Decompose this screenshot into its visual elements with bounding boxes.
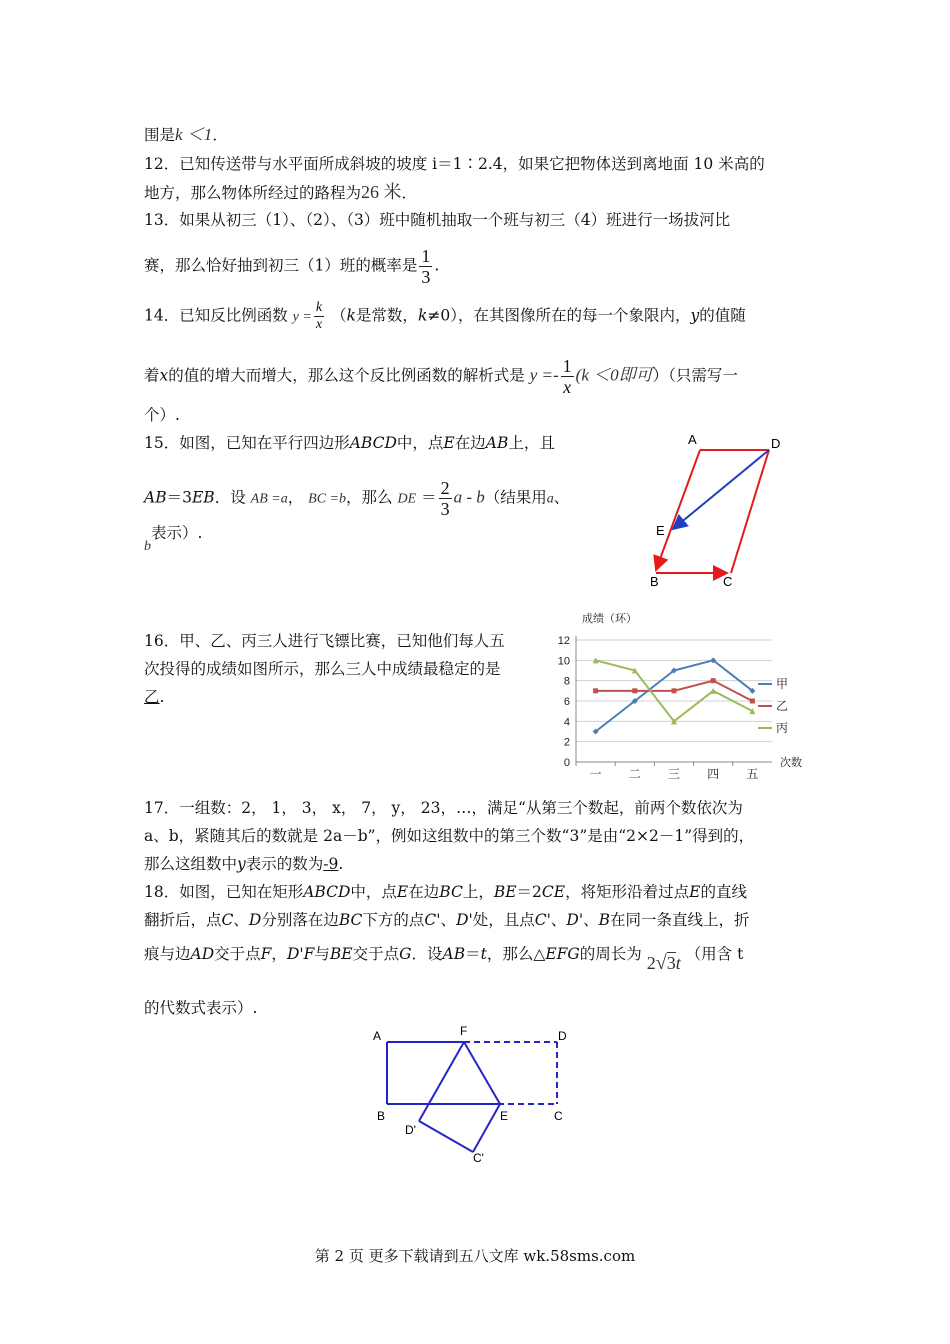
q18-cp: C' [424, 911, 441, 929]
q17-line1: 17．一组数：2， 1， 3， x， 7， y， 23，…，满足“从第三个数起，前两个数依次为 [144, 799, 743, 817]
q18-l2a: 翻折后，点 [144, 911, 222, 929]
q18-g: G [399, 945, 412, 963]
q18-t: t [480, 945, 487, 963]
q13-line2 [144, 246, 439, 287]
q18-l2f: 处，且点 [472, 911, 535, 929]
q15-ab: AB [485, 434, 509, 452]
q18-l1c: 在边 [408, 883, 440, 901]
legend-label-2: 乙 [776, 699, 789, 713]
label-c: C [723, 574, 733, 589]
q18-c: C [221, 911, 234, 929]
q13-text: 赛，那么恰好抽到初三（1）班的概率是 [144, 256, 418, 275]
q12-line1: 12．已知传送带与水平面所成斜坡的坡度 i＝1∶2.4，如果它把物体送到离地面 10 米高的 [144, 155, 765, 173]
q18-ans-rad: 3 [666, 953, 676, 973]
q14-y: y [690, 306, 700, 325]
q14-text-b: （ [331, 306, 347, 325]
y-tick-8: 8 [563, 675, 570, 688]
x-tick-4: 四 [707, 767, 720, 781]
q11-text: 围是 [144, 126, 176, 144]
q14-text-d: ≠0），在其图像所在的每一个象限内， [427, 306, 691, 325]
q15-l3: 表示）. [151, 524, 203, 542]
q18-l1a: 18．如图，已知在矩形 [144, 883, 304, 901]
q12-end: ． [401, 184, 418, 202]
label-e: E [656, 523, 665, 538]
q18-be: BE [493, 883, 517, 901]
vector-de [673, 450, 769, 529]
q15-vec-ab: AB =a [250, 491, 288, 507]
q15-l1b: 中，点 [396, 434, 444, 452]
q15-vec-bc: BC =b [308, 491, 346, 507]
q18-answer [647, 953, 681, 973]
label-c: C [554, 1109, 563, 1123]
q15-l2a: AB [144, 488, 167, 507]
q18-l3e: 交于点 [352, 945, 400, 963]
x-tick-1: 一 [589, 767, 602, 781]
q14-line2 [144, 356, 738, 397]
q18-l3j: （用含 t [685, 945, 744, 963]
q17-line3 [144, 853, 343, 875]
q14-func-den: x [315, 317, 323, 332]
edge-dc [731, 450, 769, 573]
q18-l1g: 的直线 [700, 883, 747, 901]
crease-fe [464, 1042, 500, 1104]
q18-dpf: D'F [286, 945, 315, 963]
label-f: F [460, 1024, 468, 1038]
label-b: B [650, 574, 659, 589]
q15-l2b: ＝3 [166, 488, 192, 507]
q13-ans-num: 1 [421, 246, 431, 266]
chart-xlabel: 次数 [780, 757, 802, 769]
chart-ylabel: 成绩（环） [582, 613, 637, 625]
point-2-2 [632, 688, 637, 693]
edge-cprime-e [473, 1104, 500, 1152]
q18-b: B [598, 911, 611, 929]
q14-text-e: 的值随 [699, 306, 746, 325]
q14-k2: k [417, 306, 428, 325]
q13-line1: 13．如果从初三（1）、（2）、（3）班中随机抽取一个班与初三（4）班进行一场拔河比 [144, 211, 731, 229]
q15-ans-den: 3 [440, 499, 450, 519]
q16-line3 [144, 686, 164, 708]
q18-e: E [396, 883, 409, 901]
q18-efg: EFG [545, 945, 580, 963]
q12-line2 [144, 181, 417, 204]
q14-func-y: y = [292, 309, 312, 325]
q18-l1e: ＝2 [516, 883, 542, 901]
q18-ans-var: t [675, 953, 681, 973]
q17-y: y [237, 855, 246, 873]
legend-label-3: 丙 [776, 721, 789, 735]
label-b: B [377, 1109, 386, 1123]
q15-vb: b [144, 539, 151, 554]
legend-label-1: 甲 [776, 677, 789, 691]
q18-l1f: ，将矩形沿着过点 [565, 883, 690, 901]
x-tick-3: 三 [667, 767, 681, 781]
q18-ans-coef: 2 [646, 953, 656, 973]
q18-l2h: 、 [583, 911, 599, 929]
y-tick-12: 12 [557, 635, 570, 647]
q18-bc2: BC [338, 911, 363, 929]
q15-l2g: 、 [553, 488, 570, 507]
q15-line2 [144, 478, 569, 519]
q15-e: E [443, 434, 455, 452]
x-tick-2: 二 [628, 767, 641, 781]
q18-l2d: 下方的点 [362, 911, 425, 929]
q18-l2i: 在同一条直线上，折 [610, 911, 750, 929]
q18-l3b: 交于点 [214, 945, 261, 963]
q14-k1: k [346, 306, 356, 325]
label-d: D [558, 1029, 567, 1043]
q17-l3b: 表示的数为 [245, 855, 324, 873]
q17-line2: a、b，紧随其后的数就是 2a－b”，例如这组数中的第三个数“3”是由“2×2－1”得到的， [144, 827, 755, 845]
q18-line3 [144, 942, 744, 974]
q18-ad: AD [190, 945, 215, 963]
q15-ans-fraction [439, 478, 452, 519]
q14-ans-fraction [561, 356, 574, 397]
q16-line1: 16．甲、乙、丙三人进行飞镖比赛，已知他们每人五 [144, 632, 505, 650]
y-tick-6: 6 [563, 696, 570, 708]
q18-ce: CE [541, 883, 566, 901]
q15-line3 [144, 522, 203, 554]
y-tick-4: 4 [563, 716, 570, 729]
label-a: A [688, 432, 697, 447]
q18-l2g: 、 [550, 911, 567, 929]
q12-answer: 26 米 [361, 182, 402, 202]
q18-l3h: ，那么△ [486, 945, 546, 963]
vector-ab [656, 450, 700, 570]
q17-answer: -9 [323, 855, 339, 873]
label-d-prime: D' [405, 1123, 416, 1137]
point-2-1 [593, 688, 598, 693]
q14-text-c: 是常数， [355, 306, 418, 325]
page-footer: 第 2 页 更多下载请到五八文库 wk.58sms.com [314, 1247, 636, 1265]
q14-func-fraction [314, 300, 324, 333]
q15-abcd: ABCD [349, 434, 397, 452]
q18-l3g: ＝ [465, 945, 481, 963]
q18-e2: E [689, 883, 701, 901]
x-tick-5: 五 [746, 767, 759, 781]
point-2-5 [750, 699, 755, 704]
q16-line2: 次投得的成绩如图所示，那么三人中成绩最稳定的是 [144, 660, 501, 678]
q18-l2b: 、 [233, 911, 249, 929]
q15-l1c: 在边 [454, 434, 486, 452]
q13-ans-den: 3 [421, 267, 431, 287]
q14-line1 [144, 300, 746, 333]
q18-line2 [144, 909, 750, 931]
q14-x: x [159, 366, 169, 385]
q14-ans-pre: y =- [529, 365, 559, 385]
q11-line [144, 124, 228, 146]
q15-l2d: ．设 [214, 488, 246, 507]
q15-l1a: 15．如图，已知在平行四边形 [144, 434, 350, 452]
q18-l1d: 上， [462, 883, 494, 901]
edge-dprime-cprime [419, 1121, 473, 1152]
sqrt-sign: √ [655, 952, 667, 974]
q18-dp: D' [456, 911, 473, 929]
parallelogram-figure [645, 428, 795, 598]
q18-l3f: ．设 [411, 945, 443, 963]
q14-ans-den: x [563, 377, 572, 397]
q16-end: . [159, 688, 165, 706]
q18-l1b: 中，点 [350, 883, 397, 901]
q14-text-a: 14．已知反比例函数 [144, 306, 288, 325]
score-line-chart [550, 606, 810, 784]
q18-cp2: C' [534, 911, 551, 929]
q15-l2e: ，那么 [346, 488, 393, 507]
point-2-3 [672, 688, 677, 693]
edge-fd-prime [419, 1042, 464, 1121]
q15-eq: ＝ [421, 488, 437, 507]
q18-ab: AB [442, 945, 466, 963]
q15-line1 [144, 432, 555, 454]
q14-ans-post: (k ＜0即可 [575, 365, 653, 385]
q17-end: . [338, 855, 344, 873]
q18-dp2: D' [566, 911, 584, 929]
q14-ans-num: 1 [562, 356, 572, 376]
q15-ans-post: a - b [453, 487, 485, 507]
q18-f: F [260, 945, 272, 963]
folded-rectangle-figure [360, 1022, 580, 1167]
q15-ans-num: 2 [440, 478, 450, 498]
q13-answer-fraction [419, 246, 432, 287]
q18-line4: 的代数式表示）. [144, 999, 258, 1017]
q14-l2b: 的值的增大而增大，那么这个反比例函数的解析式是 [168, 366, 525, 385]
q15-l2c: EB [191, 488, 215, 507]
q14-func-num: k [315, 300, 323, 315]
y-tick-10: 10 [557, 655, 570, 668]
q14-line3: 个）. [144, 406, 180, 424]
q11-answer: k ＜1 [175, 125, 213, 144]
y-tick-0: 0 [563, 757, 570, 769]
q15-sep: ， [287, 488, 304, 507]
q12-text: 地方，那么物体所经过的路程为 [144, 184, 362, 202]
point-2-4 [711, 678, 716, 683]
q11-end: ． [212, 126, 228, 144]
q18-l2c: 分别落在边 [261, 911, 339, 929]
label-c-prime: C' [473, 1151, 484, 1165]
q18-l3i: 的周长为 [579, 945, 642, 963]
q16-answer: 乙 [144, 688, 160, 706]
q15-vec-de: DE [397, 491, 417, 507]
q18-l3d: 与 [314, 945, 330, 963]
q18-d: D [248, 911, 262, 929]
label-a: A [373, 1029, 382, 1043]
label-e: E [500, 1109, 509, 1123]
q13-end: . [434, 256, 440, 275]
q18-abcd: ABCD [303, 883, 351, 901]
q18-l2e: 、 [440, 911, 457, 929]
q15-va: a [546, 491, 554, 507]
q15-l2f: （结果用 [484, 488, 547, 507]
q18-be2: BE [329, 945, 353, 963]
y-tick-2: 2 [563, 736, 570, 749]
q18-bc: BC [439, 883, 463, 901]
q17-l3a: 那么这组数中 [144, 855, 238, 873]
q18-l3c: ， [271, 945, 287, 963]
q14-l2c: ）（只需写一 [652, 366, 738, 385]
q15-l1d: 上，且 [508, 434, 555, 452]
q18-line1 [144, 881, 747, 903]
label-d: D [771, 436, 781, 451]
q18-l3a: 痕与边 [144, 945, 191, 963]
q14-l2a: 着 [144, 366, 160, 385]
